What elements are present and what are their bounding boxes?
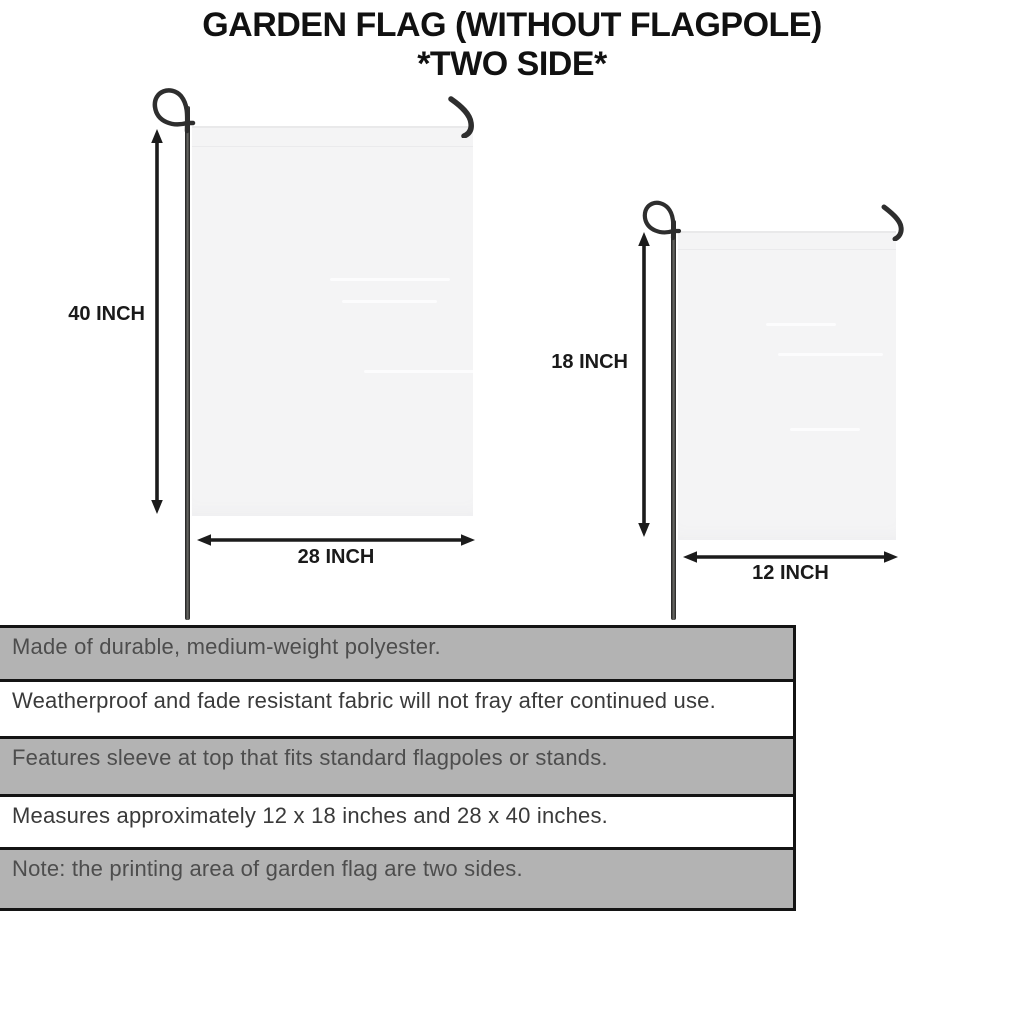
feature-text: Features sleeve at top that fits standard flagpoles or stands. [12,745,608,770]
feature-row [0,682,793,739]
fabric-highlight [778,353,883,356]
small-flag-height-label: 18 INCH [551,351,628,373]
feature-row [0,739,793,797]
pole-hook-icon [880,203,912,241]
small-flag-pole [671,220,676,620]
large-flag-sleeve-line [192,146,473,147]
large-flag-width-label: 28 INCH [297,546,375,568]
large-flag-panel [192,126,473,516]
large-flag-height-arrow [148,128,166,515]
feature-text: Note: the printing area of garden flag are two sides. [12,856,523,881]
feature-text: Made of durable, medium-weight polyester. [12,634,441,659]
fabric-highlight [342,300,437,303]
pole-hook-icon [446,94,482,138]
feature-row [0,628,793,682]
large-flag-pole [185,106,190,620]
pole-loop-icon [146,84,198,134]
feature-text: Measures approximately 12 x 18 inches and 28 x 40 inches. [12,803,608,828]
small-flag-panel [678,231,896,540]
features-table [0,625,796,911]
large-flag-height-label: 40 INCH [68,303,145,325]
fabric-highlight [330,278,450,281]
small-flag-width-label: 12 INCH [752,562,829,584]
small-flag-height-arrow [635,231,653,538]
page-title-line-2: *TWO SIDE* [417,45,607,83]
feature-row [0,850,793,908]
page-title-line-1: GARDEN FLAG (WITHOUT FLAGPOLE) [202,6,822,44]
feature-text: Weatherproof and fade resistant fabric will not fray after continued use. [12,688,716,713]
fabric-highlight [790,428,860,431]
fabric-highlight [766,323,836,326]
small-flag-sleeve-line [678,249,896,250]
feature-row [0,797,793,850]
